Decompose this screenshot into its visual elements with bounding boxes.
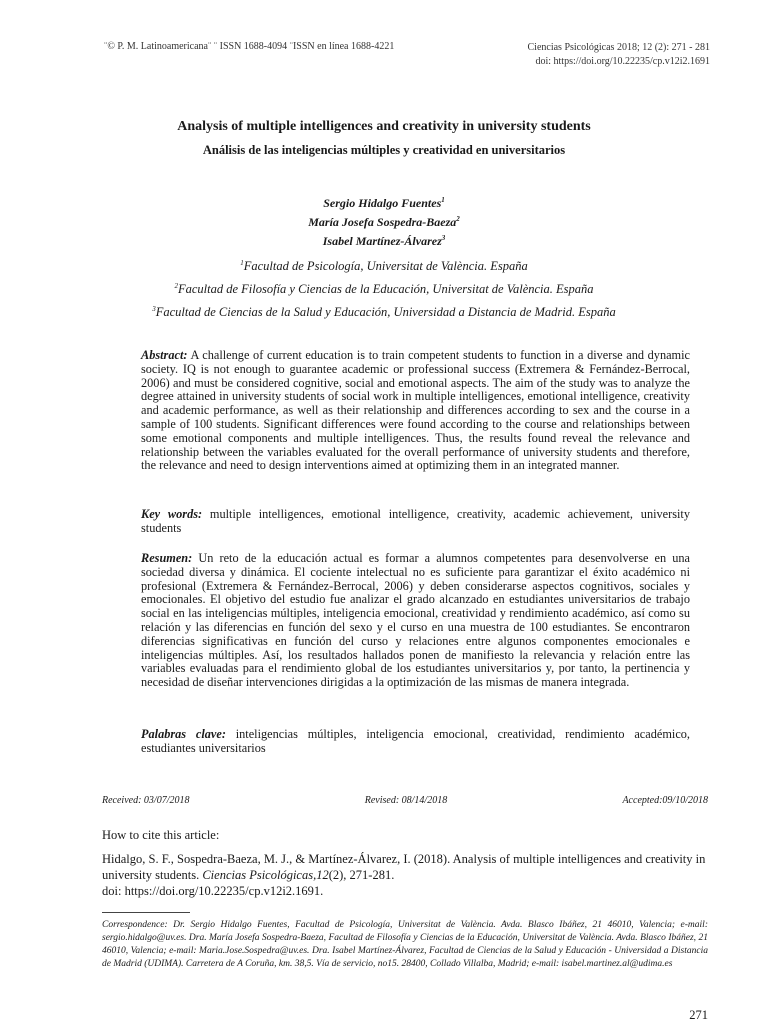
page-number: 271 — [689, 1008, 708, 1022]
palabras-text: inteligencias múltiples, inteligencia emocional, creatividad, rendimiento académico, estudiantes universitarios — [141, 727, 690, 755]
author: Sergio Hidalgo Fuentes$^1$ — [323, 196, 445, 210]
citation-doi[interactable]: doi: https://doi.org/10.22235/cp.v12i2.1691. — [102, 884, 324, 898]
how-to-cite-heading: How to cite this article: — [102, 828, 220, 842]
correspondence-footnote: Correspondence: Dr. Sergio Hidalgo Fuentes, Facultad de Psicología, Universitat de València. Avda. Blasco Ibáñez, 21 46010, Valencia; e-mail: sergio.hidalgo@uv.es. Dra. María Josefa Sospedra-Baeza, Facultad de Filosofía y Ciencias de la Educación, Universitat de València. Avda. Blasco Ibáñez, 21 46010, Valencia; e-mail: Maria.Jose.Sospedra@uv.es. Dra. Isabel Martínez-Álvarez, Facultad de Ciencias de la Salud y Educación - Universidad a Distancia de Madrid (UDIMA). Carretera de A Coruña, km. 38,5. Vía de servicio, no15. 28400, Collado Villalba, Madrid; e-mail: isabel.martinez.al@udima.es — [102, 920, 708, 969]
accepted-date: Accepted:09/10/2018 — [622, 795, 708, 806]
journal-issn-header: ¨© P. M. Latinoamericana¨ ¨ ISSN 1688-4094 ¨ISSN en línea 1688-4221 — [104, 41, 395, 52]
header-doi: doi: https://doi.org/10.22235/cp.v12i2.1691 — [535, 56, 710, 67]
citation: Hidalgo, S. F., Sospedra-Baeza, M. J., & Martínez-Álvarez, I. (2018). Analysis of multiple intelligences and creativity in university students. Ciencias Psicológicas,12(2), 271-281. doi: https://doi.org/10.22235/cp.v12i2.1691. — [102, 852, 706, 898]
article-subtitle-spanish: Análisis de las inteligencias múltiples y creatividad en universitarios — [202, 143, 566, 157]
footnote-divider — [102, 912, 190, 913]
resumen-text: Un reto de la educación actual es formar a alumnos competentes para desenvolverse en una sociedad diversa y dinámica. El cociente intelectual no es suficiente para garantizar el éxito académico ni profesional (Extremera & Fernández-Berrocal, 2006) y deben considerarse aspectos cognitivos, sociales y emocionales. El objetivo del estudio fue analizar el grado alcanzado en estudiantes universitarios de trabajo social en las inteligencias múltiples, inteligencia emocional, creatividad y rendimiento académico, así como su relación y las diferencias en función del sexo y el curso en una muestra de 100 estudiantes. Se encontraron diferencias significativas en función del curso y relaciones entre algunos componentes emocionales e inteligencias múltiples. Así, los resultados hallados ponen de manifiesto la relevancia y relación entre las variables evaluadas para el rendimiento global de los estudiantes universitarios y, por tanto, la pertinencia y necesidad de diseñar intervenciones dirigidas a la optimización de las mismas de manera integrada. — [141, 551, 690, 690]
resumen — [141, 552, 690, 690]
journal-citation-header — [528, 41, 710, 69]
abstract — [141, 349, 690, 473]
revised-date: Revised: 08/14/2018 — [364, 795, 448, 806]
author: Isabel Martínez-Álvarez$^3$ — [322, 234, 446, 248]
keywords-label: Key words: — [141, 507, 203, 521]
palabras-label: Palabras clave: — [141, 727, 226, 741]
submission-dates — [102, 795, 708, 806]
author: María Josefa Sospedra-Baeza$^2$ — [308, 215, 460, 229]
resumen-label: Resumen: — [141, 551, 193, 565]
palabras-clave — [141, 728, 690, 756]
author-list — [0, 192, 768, 249]
affiliation: $^3$Facultad de Ciencias de la Salud y Educación, Universidad a Distancia de Madrid. España — [152, 305, 616, 320]
journal-volume-line: Ciencias Psicológicas 2018; 12 (2): 271 - 281 — [527, 42, 710, 53]
keywords-text: multiple intelligences, emotional intelligence, creativity, academic achievement, university students — [141, 507, 690, 535]
affiliation-list — [0, 253, 768, 322]
received-date: Received: 03/07/2018 — [102, 795, 190, 806]
affiliation: $^2$Facultad de Filosofía y Ciencias de la Educación, Universitat de València. España — [174, 282, 594, 297]
affiliation: $^1$Facultad de Psicología, Universitat de València. España — [240, 259, 528, 274]
keywords — [141, 508, 690, 536]
abstract-label: Abstract: — [141, 348, 188, 362]
abstract-text: A challenge of current education is to train competent students to function in a diverse and dynamic society. IQ is not enough to guarantee academic or professional success (Extremera & Fernández-Berrocal, 2006) and must be considered cognitive, social and emotional aspects. The aim of the study was to analyze the degree attained in university students of social work in multiple intelligences, emotional intelligence, creativity and academic performance, as well as their relationship and differences according to sex and the course in a sample of 100 students. Significant differences were found according to the course and relationships between some emotional components and multiple intelligences. Thus, the results found reveal the relevance and relationship between the variables evaluated for the overall performance of university students and therefore, the relevance and need to design interventions aimed at optimizing them in an integrated manner. — [141, 348, 690, 473]
article-title: Analysis of multiple intelligences and creativity in university students — [177, 119, 591, 134]
